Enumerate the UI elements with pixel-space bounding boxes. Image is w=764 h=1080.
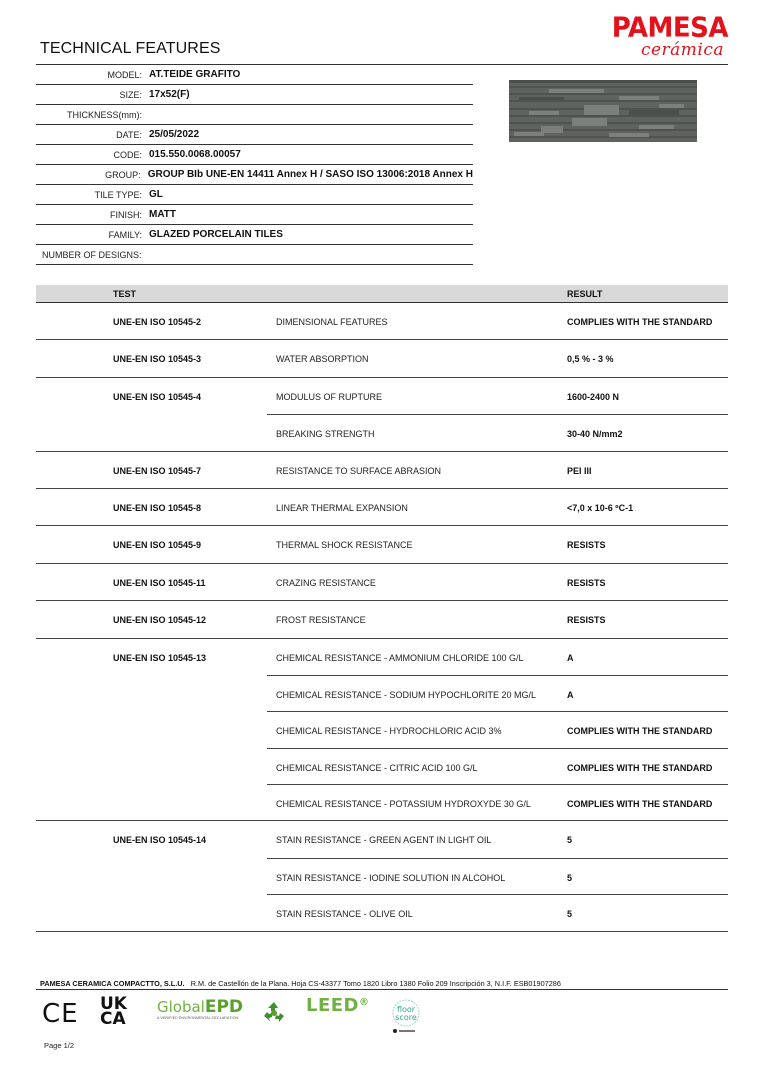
spec-row [36, 225, 473, 245]
table-row [267, 452, 728, 488]
test-standard: UNE-EN ISO 10545-9 [113, 540, 202, 551]
table-row [267, 414, 728, 450]
test-standard: UNE-EN ISO 10545-2 [113, 317, 202, 327]
logo-brand: PAMESA [611, 12, 728, 44]
table-row [267, 378, 728, 414]
test-result: RESISTS [567, 540, 606, 551]
test-standard: UNE-EN ISO 10545-13 [113, 652, 207, 663]
test-result: 0,5 % - 3 % [567, 354, 614, 365]
test-result: 30-40 N/mm2 [567, 429, 623, 440]
test-description: STAIN RESISTANCE - OLIVE OIL [276, 909, 413, 920]
spec-row [36, 125, 473, 145]
test-description: CHEMICAL RESISTANCE - HYDROCHLORIC ACID 3% [276, 726, 502, 737]
footer-divider [36, 989, 728, 990]
tile-texture [509, 80, 697, 142]
test-description: CHEMICAL RESISTANCE - POTASSIUM HYDROXYDE 30 G/L [276, 799, 531, 810]
test-group [36, 821, 728, 931]
leed-text: LEED [306, 995, 360, 1016]
test-description: CHEMICAL RESISTANCE - CITRIC ACID 100 G/L [276, 762, 478, 773]
test-group [36, 639, 728, 822]
leed-logo [306, 995, 370, 1016]
table-row [267, 748, 728, 784]
epd-bold-text: EPD [204, 997, 244, 1017]
ukca-mark-icon [100, 994, 127, 1029]
company-registry: R.M. de Castellón de la Plana. Hoja CS-43377 Tomo 1820 Libro 1380 Folio 209 Inscripción 3, N.I.F. ESB01907286 [190, 979, 561, 988]
test-group [36, 303, 728, 340]
spec-label: CODE: [113, 149, 142, 160]
test-result: RESISTS [567, 615, 606, 626]
test-description: MODULUS OF RUPTURE [276, 391, 383, 402]
spec-row [36, 165, 473, 185]
floorscore-logo [387, 998, 425, 1034]
test-result: COMPLIES WITH THE STANDARD [567, 799, 713, 810]
logo-subtitle: cerámica [640, 40, 724, 60]
test-description: DIMENSIONAL FEATURES [276, 317, 388, 327]
page-title: TECHNICAL FEATURES [40, 40, 221, 57]
test-result: RESISTS [567, 577, 606, 588]
ukca-line-1: UK [100, 994, 127, 1014]
spec-label: NUMBER OF DESIGNS: [42, 249, 142, 260]
test-standard: UNE-EN ISO 10545-4 [113, 391, 202, 402]
test-standard: UNE-EN ISO 10545-14 [113, 835, 207, 846]
spec-value: AT.TEIDE GRAFITO [149, 69, 241, 80]
spec-value: GROUP BIb UNE-EN 14411 Annex H / SASO ISO 13006:2018 Annex H [147, 169, 473, 180]
test-group [36, 489, 728, 526]
table-row [267, 675, 728, 711]
ukca-line-2: CA [100, 1009, 126, 1029]
header-result: RESULT [567, 289, 603, 299]
test-result: 5 [567, 835, 573, 846]
global-epd-logo [157, 997, 243, 1020]
results-table-header [36, 285, 728, 303]
table-row [267, 303, 728, 339]
test-result: <7,0 x 10-6 ºC-1 [567, 502, 634, 513]
test-group [36, 340, 728, 377]
spec-value: MATT [149, 209, 177, 220]
test-standard: UNE-EN ISO 10545-8 [113, 502, 202, 513]
company-info [40, 979, 561, 988]
recycle-icon [262, 1001, 286, 1023]
test-result: 1600-2400 N [567, 391, 620, 402]
spec-row [36, 145, 473, 165]
epd-tagline: A VERIFIED ENVIRONMENTAL DECLARATION [157, 1016, 239, 1020]
spec-label: SIZE: [119, 89, 142, 100]
test-description: STAIN RESISTANCE - GREEN AGENT IN LIGHT OIL [276, 835, 492, 846]
spec-row [36, 105, 473, 125]
spec-label: MODEL: [107, 69, 142, 80]
leed-registered: ® [359, 997, 370, 1008]
test-result: COMPLIES WITH THE STANDARD [567, 317, 713, 327]
spec-row [36, 65, 473, 85]
test-result: COMPLIES WITH THE STANDARD [567, 726, 713, 737]
spec-row [36, 205, 473, 225]
test-group [36, 564, 728, 601]
table-row [267, 639, 728, 675]
floorscore-line-1: floor [396, 1005, 416, 1014]
page-number: Page 1/2 [44, 1041, 75, 1050]
test-description: LINEAR THERMAL EXPANSION [276, 502, 408, 513]
test-description: STAIN RESISTANCE - IODINE SOLUTION IN ALCOHOL [276, 872, 506, 883]
spec-value: GL [149, 189, 163, 200]
table-row [267, 858, 728, 894]
spec-row [36, 185, 473, 205]
test-result: COMPLIES WITH THE STANDARD [567, 762, 713, 773]
spec-value: 17x52(F) [149, 89, 190, 100]
test-description: BREAKING STRENGTH [276, 429, 375, 440]
spec-table [36, 65, 473, 265]
test-standard: UNE-EN ISO 10545-12 [113, 615, 207, 626]
table-row [267, 564, 728, 600]
test-group [36, 601, 728, 638]
product-tile-image [509, 80, 697, 142]
test-standard: UNE-EN ISO 10545-7 [113, 465, 202, 476]
results-table-body [36, 303, 728, 932]
spec-value: GLAZED PORCELAIN TILES [149, 229, 283, 240]
spec-label: THICKNESS(mm): [67, 109, 142, 120]
spec-row [36, 245, 473, 265]
test-result: 5 [567, 909, 573, 920]
test-description: CHEMICAL RESISTANCE - SODIUM HYPOCHLORITE 20 MG/L [276, 689, 537, 700]
spec-label: DATE: [116, 129, 142, 140]
company-name: PAMESA CERAMICA COMPACTTO, S.L.U. [40, 979, 185, 988]
test-result: A [567, 652, 574, 663]
spec-value: 25/05/2022 [149, 129, 200, 140]
test-description: RESISTANCE TO SURFACE ABRASION [276, 465, 442, 476]
table-row [267, 711, 728, 747]
table-row [267, 894, 728, 930]
header-test: TEST [113, 289, 137, 299]
spec-label: TILE TYPE: [94, 189, 142, 200]
test-standard: UNE-EN ISO 10545-3 [113, 354, 202, 365]
table-row [267, 784, 728, 820]
test-description: WATER ABSORPTION [276, 354, 369, 365]
test-result: PEI III [567, 465, 592, 476]
table-row [267, 821, 728, 857]
pamesa-logo [606, 14, 730, 60]
floorscore-line-2: score [395, 1013, 417, 1022]
test-description: CHEMICAL RESISTANCE - AMMONIUM CHLORIDE 100 G/L [276, 652, 524, 663]
table-row [267, 601, 728, 637]
results-table [36, 285, 728, 932]
test-description: THERMAL SHOCK RESISTANCE [276, 540, 413, 551]
test-description: CRAZING RESISTANCE [276, 577, 376, 588]
table-row [267, 489, 728, 525]
test-group [36, 452, 728, 489]
spec-label: FAMILY: [108, 229, 142, 240]
spec-label: GROUP: [105, 169, 141, 180]
test-result: A [567, 689, 574, 700]
epd-global-text: Global [157, 998, 205, 1016]
table-row [267, 340, 728, 376]
test-description: FROST RESISTANCE [276, 615, 366, 626]
spec-value: 015.550.0068.00057 [149, 149, 241, 160]
test-standard: UNE-EN ISO 10545-11 [113, 577, 206, 588]
table-row [267, 526, 728, 562]
spec-row [36, 85, 473, 105]
test-group [36, 526, 728, 563]
test-result: 5 [567, 872, 573, 883]
ce-mark-icon: CE [42, 999, 79, 1029]
test-group [36, 378, 728, 452]
spec-label: FINISH: [109, 209, 142, 220]
